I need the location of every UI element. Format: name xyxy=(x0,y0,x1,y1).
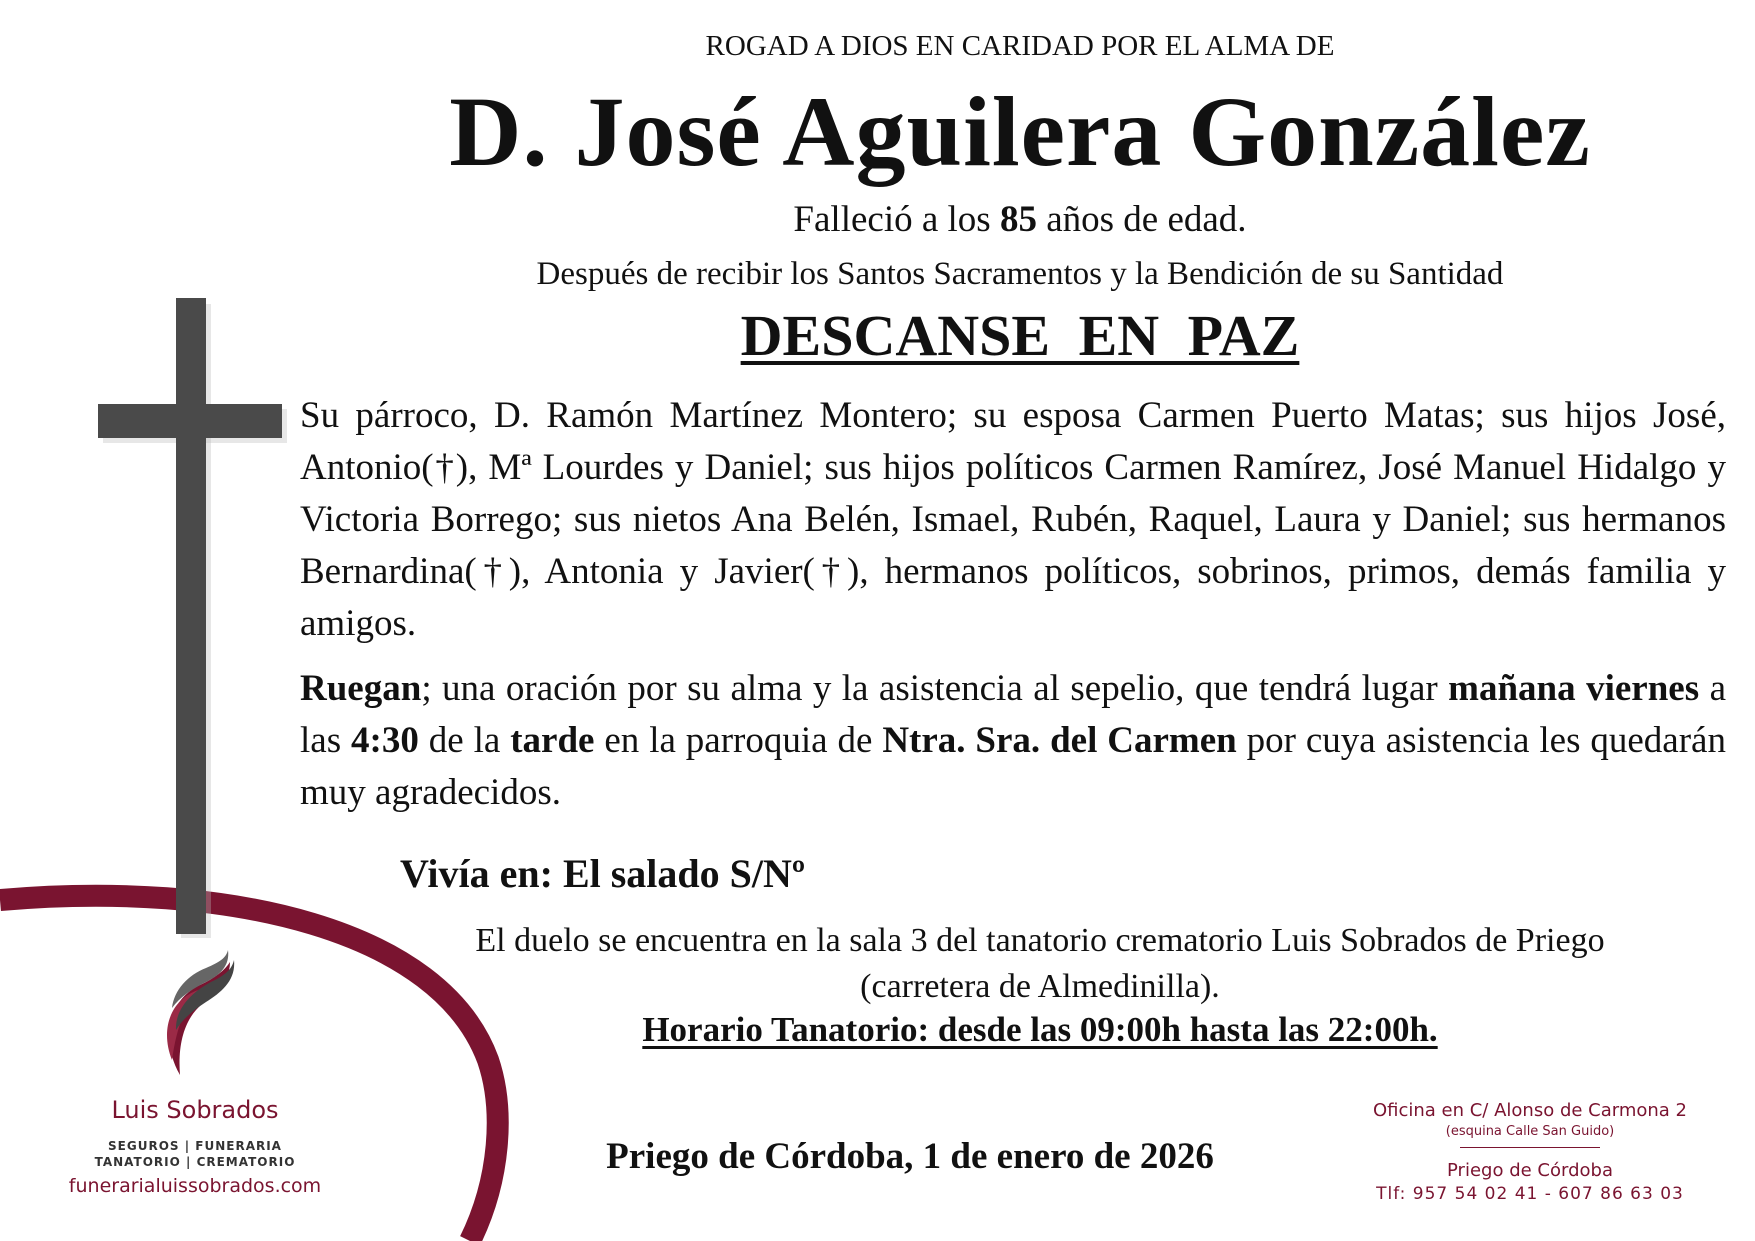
request-t2: ; una oración por su alma y la asistencia al sepelio, que tendrá lugar xyxy=(421,668,1449,709)
wake-line-2: (carretera de Almedinilla). xyxy=(860,968,1220,1005)
family-paragraph: Su párroco, D. Ramón Martínez Montero; su esposa Carmen Puerto Matas; sus hijos José, Antonio(†), Mª Lourdes y Daniel; sus hijos políticos Carmen Ramírez, José Manuel Hidalgo y Victoria Borrego; sus nietos Ana Belén, Ismael, Rubén, Raquel, Laura y Daniel; sus hermanos Bernardina(†), Antonia y Javier(†), hermanos políticos, sobrinos, primos, demás familia y amigos. xyxy=(300,395,1726,644)
flame-logo-icon xyxy=(167,950,234,1075)
age-line xyxy=(500,198,1540,241)
residence: Vivía en: El salado S/Nº xyxy=(400,851,806,896)
wake-schedule-text: Horario Tanatorio: desde las 09:00h hasta las 22:00h. xyxy=(642,1010,1438,1049)
prayer-heading: ROGAD A DIOS EN CARIDAD POR EL ALMA DE xyxy=(705,30,1335,62)
request-t10: por cuya asistencia les quedarán muy agradecidos. xyxy=(300,720,1726,813)
request-t3: mañana viernes xyxy=(1448,668,1700,709)
request-t6: de la xyxy=(418,720,511,761)
office-corner: (esquina Calle San Guido) xyxy=(1445,1124,1615,1139)
rest-in-peace-heading xyxy=(500,302,1540,369)
wake-line-1: El duelo se encuentra en la sala 3 del tanatorio crematorio Luis Sobrados de Priego xyxy=(475,922,1605,959)
office-city: Priego de Córdoba xyxy=(1447,1160,1613,1181)
office-phones: Tlf: 957 54 02 41 - 607 86 63 03 xyxy=(1376,1184,1684,1204)
office-address: Oficina en C/ Alonso de Carmona 2 xyxy=(1372,1100,1688,1121)
age-prefix: Falleció a los xyxy=(793,199,1000,240)
deceased-name: D. José Aguilera González xyxy=(449,76,1591,187)
logo-tagline-1: SEGUROS | FUNERARIA xyxy=(108,1139,282,1153)
cross-icon xyxy=(98,298,287,938)
office-divider xyxy=(1460,1147,1600,1148)
place-date: Priego de Córdoba, 1 de enero de 2026 xyxy=(606,1136,1214,1177)
request-t8: en la parroquia de xyxy=(594,720,883,761)
request-t7: tarde xyxy=(510,720,595,761)
request-paragraph xyxy=(300,663,1726,819)
age-value: 85 xyxy=(999,199,1037,240)
age-suffix: años de edad. xyxy=(1036,199,1247,240)
sacraments-line: Después de recibir los Santos Sacramentos y la Bendición de su Santidad xyxy=(536,256,1504,292)
website-link[interactable]: funerarialuissobrados.com xyxy=(68,1175,322,1197)
rip-text: DESCANSE EN PAZ xyxy=(740,303,1300,368)
request-t4: a las xyxy=(300,668,1727,761)
request-t5: 4:30 xyxy=(351,720,419,761)
wake-schedule xyxy=(380,1010,1700,1050)
request-t9: Ntra. Sra. del Carmen xyxy=(882,720,1237,761)
logo-name: Luis Sobrados xyxy=(111,1096,279,1124)
logo-tagline-2: TANATORIO | CREMATORIO xyxy=(94,1155,296,1169)
wake-info xyxy=(380,918,1700,1010)
request-t1: Ruegan xyxy=(300,668,422,709)
